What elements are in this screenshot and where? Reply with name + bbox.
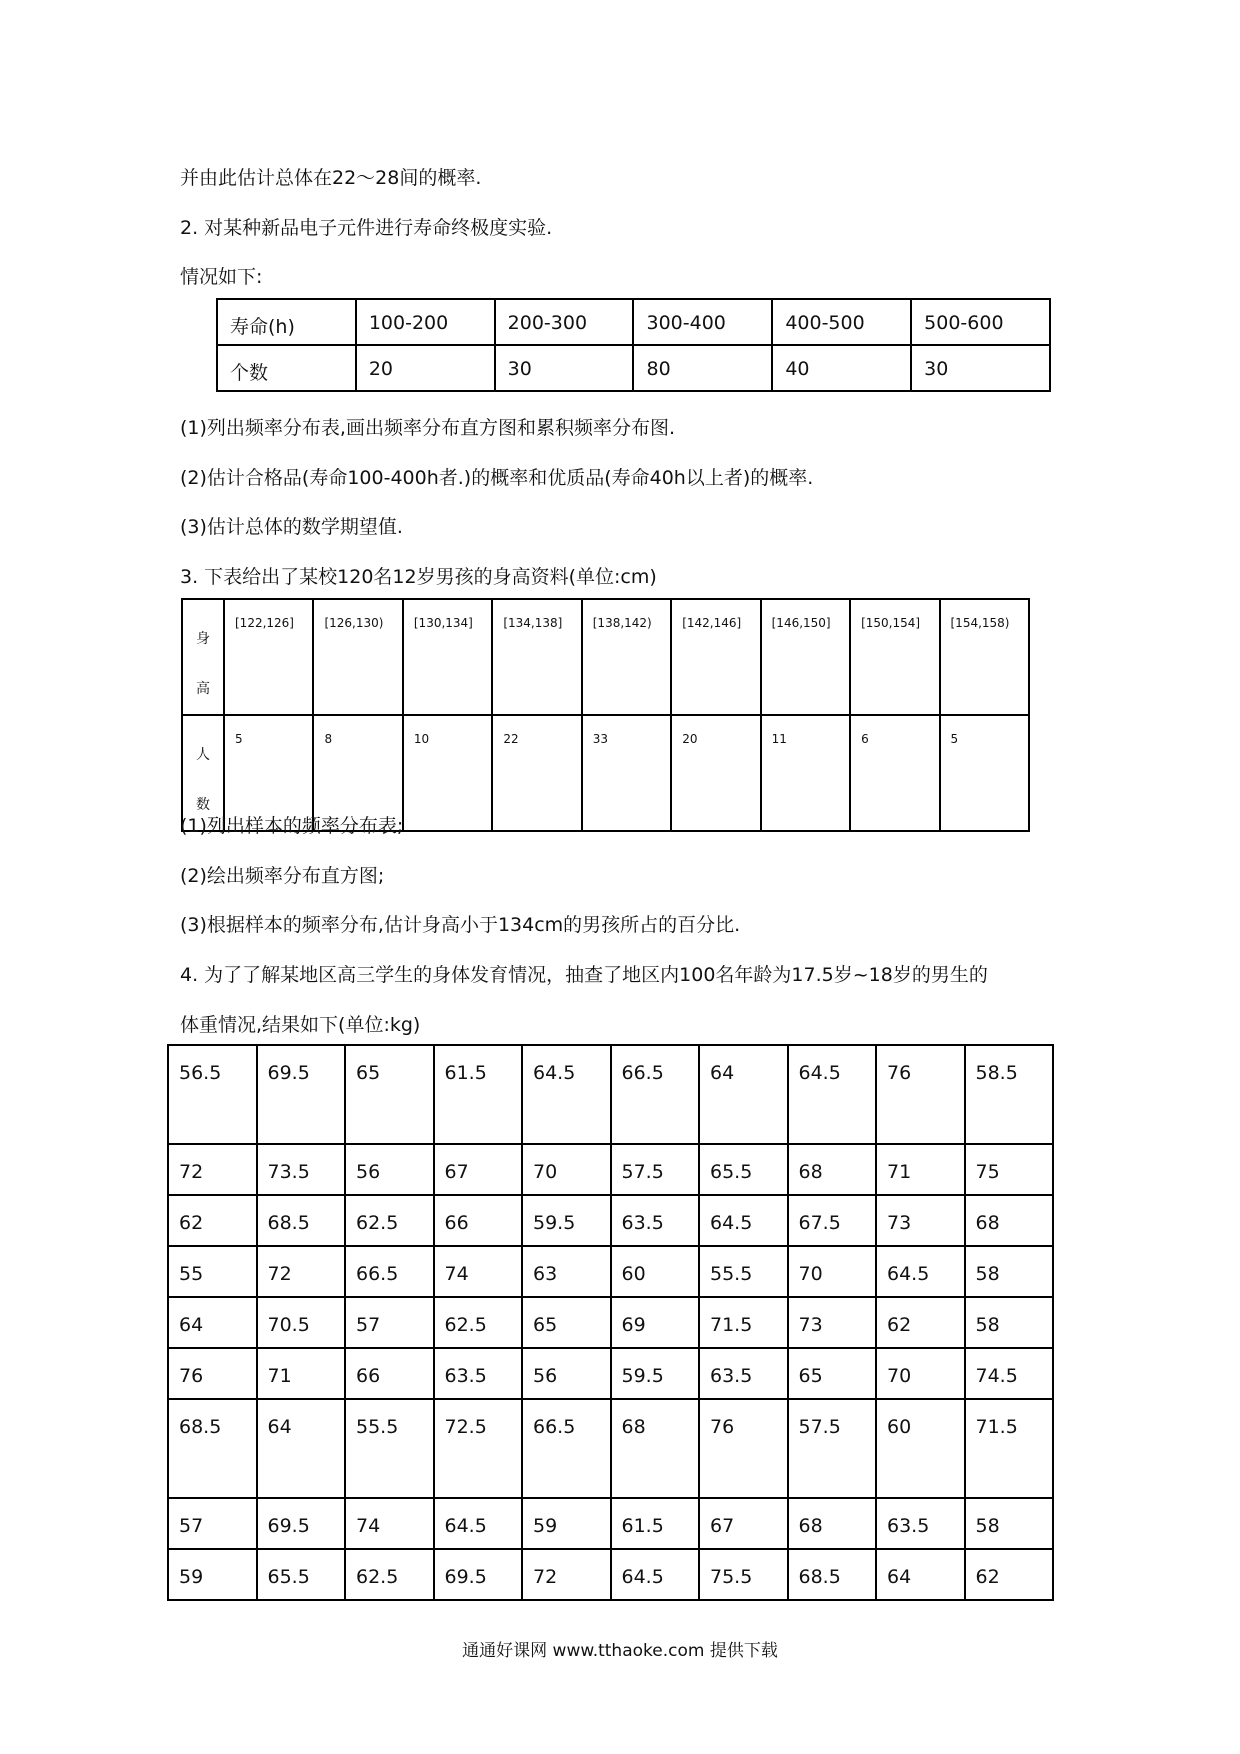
- weight-cell: 65: [522, 1297, 611, 1348]
- table-row: [168, 1297, 1053, 1348]
- weight-cell: 71.5: [965, 1399, 1054, 1498]
- weight-cell: 58: [965, 1246, 1054, 1297]
- height-header: [182, 599, 224, 715]
- weight-cell: 62.5: [345, 1195, 434, 1246]
- weight-cell: 65.5: [257, 1549, 346, 1600]
- q2-part-1: (1)列出频率分布表,画出频率分布直方图和累积频率分布图.: [180, 417, 675, 439]
- weight-cell: 72.5: [434, 1399, 523, 1498]
- count-header-char: 人: [196, 747, 210, 763]
- interval-cell: [138,142): [582, 599, 671, 715]
- weight-cell: 65: [345, 1045, 434, 1144]
- weight-cell: 68.5: [168, 1399, 257, 1498]
- weight-cell: 62: [876, 1297, 965, 1348]
- q3-title: 3. 下表给出了某校120名12岁男孩的身高资料(单位:cm): [180, 566, 657, 588]
- weight-cell: 67: [699, 1498, 788, 1549]
- weight-cell: 59: [522, 1498, 611, 1549]
- count-cell: 33: [582, 715, 671, 831]
- weight-cell: 61.5: [434, 1045, 523, 1144]
- q3-part-1: (1)列出样本的频率分布表;: [180, 815, 404, 837]
- count-cell: 22: [492, 715, 581, 831]
- weight-cell: 68: [788, 1144, 877, 1195]
- interval-cell: [142,146]: [671, 599, 760, 715]
- weight-cell: 60: [876, 1399, 965, 1498]
- weight-cell: 58: [965, 1498, 1054, 1549]
- count-cell: 30: [495, 345, 634, 391]
- weight-cell: 65: [788, 1348, 877, 1399]
- weight-cell: 71.5: [699, 1297, 788, 1348]
- weight-cell: 66: [345, 1348, 434, 1399]
- count-header-char: 数: [196, 797, 210, 813]
- height-header-char: 身: [196, 631, 210, 647]
- q2-part-3: (3)估计总体的数学期望值.: [180, 516, 403, 538]
- table-row: [168, 1246, 1053, 1297]
- weight-cell: 76: [876, 1045, 965, 1144]
- lifespan-col: 100-200: [356, 299, 495, 345]
- count-cell: 40: [772, 345, 911, 391]
- q2-subtitle: 情况如下:: [180, 266, 263, 288]
- weight-cell: 64: [257, 1399, 346, 1498]
- count-cell: 80: [633, 345, 772, 391]
- weight-cell: 64.5: [788, 1045, 877, 1144]
- weight-cell: 63: [522, 1246, 611, 1297]
- weight-cell: 69.5: [257, 1498, 346, 1549]
- lifespan-col: 500-600: [911, 299, 1050, 345]
- weight-cell: 70: [788, 1246, 877, 1297]
- table-row: [168, 1348, 1053, 1399]
- weight-cell: 64.5: [522, 1045, 611, 1144]
- weight-cell: 70: [522, 1144, 611, 1195]
- weight-cell: 75: [965, 1144, 1054, 1195]
- intro-line: 并由此估计总体在22～28间的概率.: [180, 167, 482, 189]
- interval-cell: [150,154]: [850, 599, 939, 715]
- table-row: [217, 299, 1050, 345]
- weight-cell: 69.5: [257, 1045, 346, 1144]
- weight-cell: 57.5: [611, 1144, 700, 1195]
- footer: 通通好课网 www.tthaoke.com 提供下载: [462, 1641, 778, 1661]
- weight-cell: 57.5: [788, 1399, 877, 1498]
- lifespan-table: [216, 298, 1051, 392]
- weight-cell: 71: [876, 1144, 965, 1195]
- weight-cell: 61.5: [611, 1498, 700, 1549]
- weight-cell: 63.5: [876, 1498, 965, 1549]
- weight-cell: 64: [168, 1297, 257, 1348]
- q4-title-line2: 体重情况,结果如下(单位:kg): [180, 1014, 421, 1036]
- weight-cell: 73: [876, 1195, 965, 1246]
- count-cell: 8: [313, 715, 402, 831]
- weight-cell: 56: [345, 1144, 434, 1195]
- table-row: [217, 345, 1050, 391]
- weight-cell: 64.5: [611, 1549, 700, 1600]
- table-row: [168, 1144, 1053, 1195]
- weight-cell: 70.5: [257, 1297, 346, 1348]
- weight-cell: 69: [611, 1297, 700, 1348]
- weight-cell: 57: [168, 1498, 257, 1549]
- q2-title: 2. 对某种新品电子元件进行寿命终极度实验.: [180, 217, 553, 239]
- weight-cell: 56.5: [168, 1045, 257, 1144]
- weight-cell: 58.5: [965, 1045, 1054, 1144]
- q4-title-line1: 4. 为了了解某地区高三学生的身体发育情况，抽查了地区内100名年龄为17.5岁~18岁的男生的: [180, 964, 988, 986]
- weight-cell: 66.5: [345, 1246, 434, 1297]
- weight-table: [167, 1044, 1054, 1601]
- weight-cell: 55.5: [699, 1246, 788, 1297]
- weight-cell: 74: [434, 1246, 523, 1297]
- count-cell: 5: [940, 715, 1030, 831]
- interval-cell: [154,158): [940, 599, 1030, 715]
- weight-cell: 68: [788, 1498, 877, 1549]
- weight-cell: 70: [876, 1348, 965, 1399]
- weight-cell: 71: [257, 1348, 346, 1399]
- count-cell: 6: [850, 715, 939, 831]
- weight-cell: 59.5: [611, 1348, 700, 1399]
- weight-cell: 69.5: [434, 1549, 523, 1600]
- weight-cell: 59.5: [522, 1195, 611, 1246]
- weight-cell: 68.5: [788, 1549, 877, 1600]
- count-header: 个数: [217, 345, 356, 391]
- weight-cell: 73.5: [257, 1144, 346, 1195]
- lifespan-header: 寿命(h): [217, 299, 356, 345]
- weight-cell: 64.5: [699, 1195, 788, 1246]
- weight-cell: 64.5: [876, 1246, 965, 1297]
- weight-cell: 57: [345, 1297, 434, 1348]
- weight-cell: 76: [168, 1348, 257, 1399]
- interval-cell: [126,130): [313, 599, 402, 715]
- weight-cell: 64: [876, 1549, 965, 1600]
- table-row: [168, 1045, 1053, 1144]
- weight-cell: 60: [611, 1246, 700, 1297]
- weight-cell: 55.5: [345, 1399, 434, 1498]
- weight-cell: 58: [965, 1297, 1054, 1348]
- weight-cell: 66.5: [611, 1045, 700, 1144]
- weight-cell: 59: [168, 1549, 257, 1600]
- weight-cell: 67: [434, 1144, 523, 1195]
- weight-cell: 62.5: [345, 1549, 434, 1600]
- interval-cell: [122,126]: [224, 599, 313, 715]
- interval-cell: [134,138]: [492, 599, 581, 715]
- weight-cell: 72: [522, 1549, 611, 1600]
- count-cell: 5: [224, 715, 313, 831]
- q3-part-2: (2)绘出频率分布直方图;: [180, 865, 385, 887]
- lifespan-col: 300-400: [633, 299, 772, 345]
- weight-cell: 62: [168, 1195, 257, 1246]
- table-row: [168, 1195, 1053, 1246]
- height-table: [181, 598, 1030, 832]
- weight-cell: 66: [434, 1195, 523, 1246]
- table-row: [168, 1549, 1053, 1600]
- count-cell: 20: [671, 715, 760, 831]
- weight-cell: 72: [168, 1144, 257, 1195]
- lifespan-col: 400-500: [772, 299, 911, 345]
- weight-cell: 74.5: [965, 1348, 1054, 1399]
- weight-cell: 72: [257, 1246, 346, 1297]
- weight-cell: 76: [699, 1399, 788, 1498]
- weight-cell: 62.5: [434, 1297, 523, 1348]
- weight-cell: 68: [965, 1195, 1054, 1246]
- weight-cell: 63.5: [434, 1348, 523, 1399]
- interval-cell: [146,150]: [761, 599, 850, 715]
- height-header-char: 高: [196, 681, 210, 697]
- count-cell: 20: [356, 345, 495, 391]
- weight-cell: 73: [788, 1297, 877, 1348]
- q3-part-3: (3)根据样本的频率分布,估计身高小于134cm的男孩所占的百分比.: [180, 914, 741, 936]
- weight-cell: 65.5: [699, 1144, 788, 1195]
- weight-cell: 68.5: [257, 1195, 346, 1246]
- weight-cell: 75.5: [699, 1549, 788, 1600]
- weight-cell: 74: [345, 1498, 434, 1549]
- interval-cell: [130,134]: [403, 599, 492, 715]
- q2-part-2: (2)估计合格品(寿命100-400h者.)的概率和优质品(寿命40h以上者)的概率.: [180, 467, 814, 489]
- weight-cell: 62: [965, 1549, 1054, 1600]
- count-cell: 30: [911, 345, 1050, 391]
- weight-cell: 68: [611, 1399, 700, 1498]
- weight-cell: 55: [168, 1246, 257, 1297]
- lifespan-col: 200-300: [495, 299, 634, 345]
- count-cell: 11: [761, 715, 850, 831]
- weight-cell: 64: [699, 1045, 788, 1144]
- weight-cell: 56: [522, 1348, 611, 1399]
- weight-cell: 64.5: [434, 1498, 523, 1549]
- count-cell: 10: [403, 715, 492, 831]
- weight-cell: 63.5: [611, 1195, 700, 1246]
- weight-cell: 63.5: [699, 1348, 788, 1399]
- table-row: [168, 1399, 1053, 1498]
- weight-cell: 67.5: [788, 1195, 877, 1246]
- table-row: [168, 1498, 1053, 1549]
- weight-cell: 66.5: [522, 1399, 611, 1498]
- table-row: [182, 599, 1029, 715]
